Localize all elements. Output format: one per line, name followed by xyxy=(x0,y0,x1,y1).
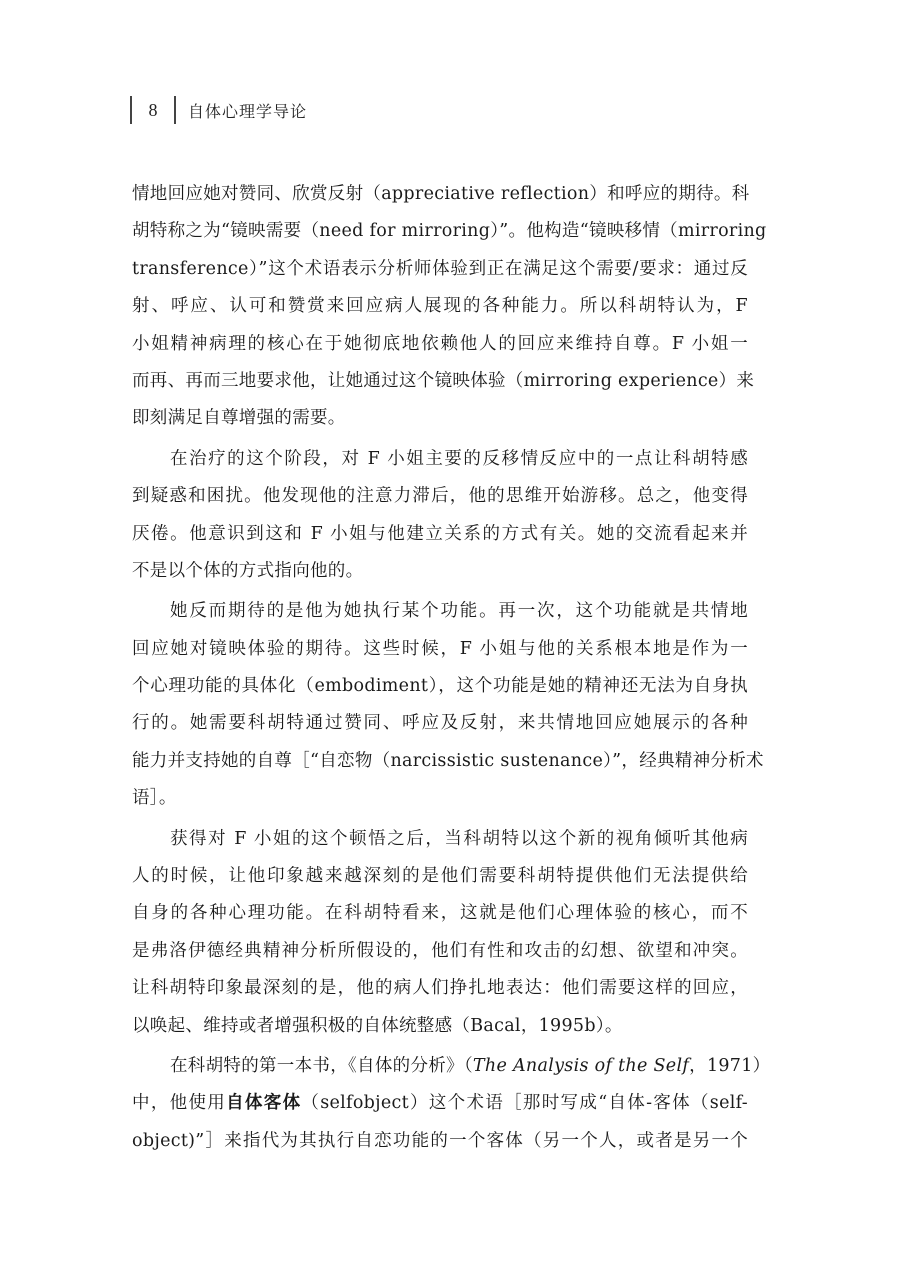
text-line: 在治疗的这个阶段，对 F 小姐主要的反移情反应中的一点让科胡特感 xyxy=(170,448,748,469)
text-line: 即刻满足自尊增强的需要。 xyxy=(132,408,346,429)
text-line: 回应她对镜映体验的期待。这些时候，F 小姐与他的关系根本地是作为一 xyxy=(132,638,748,659)
text-line: 行的。她需要科胡特通过赞同、呼应及反射，来共情地回应她展示的各种 xyxy=(132,713,748,734)
paragraph-1 xyxy=(132,176,767,438)
text-line: 厌倦。他意识到这和 F 小姐与他建立关系的方式有关。她的交流看起来并 xyxy=(132,523,748,544)
body-text xyxy=(132,176,771,1160)
text-line: 情地回应她对赞同、欣赏反射（appreciative reflection）和呼应的期待。科 xyxy=(132,184,750,204)
text-line: 语］。 xyxy=(132,788,177,809)
text-line: object)”］来指代为其执行自恋功能的一个客体（另一个人，或者是另一个 xyxy=(132,1130,748,1151)
bold-term: 自体客体 xyxy=(226,1093,302,1114)
book-title-italic: The Analysis of the Self xyxy=(472,1055,690,1076)
text-line: 胡特称之为“镜映需要（need for mirroring）”。他构造“镜映移情（mirroring xyxy=(132,221,767,242)
text-line: 能力并支持她的自尊［“自恋物（narcissistic sustenance）”，经典精神分析术 xyxy=(132,750,764,771)
running-header xyxy=(130,96,307,124)
text-line: 到疑惑和困扰。他发现他的注意力滞后，他的思维开始游移。总之，他变得 xyxy=(132,486,748,507)
text-line: transference）”这个术语表示分析师体验到正在满足这个需要/要求：通过反 xyxy=(132,258,748,279)
text-line: 自身的各种心理功能。在科胡特看来，这就是他们心理体验的核心，而不 xyxy=(132,903,748,924)
page-number: 8 xyxy=(130,96,176,124)
text-line xyxy=(132,1085,748,1122)
text-line: 人的时候，让他印象越来越深刻的是他们需要科胡特提供他们无法提供给 xyxy=(132,866,748,887)
text-line: 获得对 F 小姐的这个顿悟之后，当科胡特以这个新的视角倾听其他病 xyxy=(170,828,748,849)
text-run: ，1971） xyxy=(689,1055,771,1076)
text-run: （selfobject）这个术语［那时写成“自体-客体（self- xyxy=(301,1093,748,1114)
text-line: 小姐精神病理的核心在于她彻底地依赖他人的回应来维持自尊。F 小姐一 xyxy=(132,333,748,354)
paragraph-2 xyxy=(132,441,748,591)
text-line: 不是以个体的方式指向他的。 xyxy=(132,560,364,581)
paragraph-4 xyxy=(132,821,748,1045)
paragraph-5 xyxy=(132,1048,771,1160)
text-line: 让科胡特印象最深刻的是，他的病人们挣扎地表达：他们需要这样的回应， xyxy=(132,978,748,999)
text-line: 个心理功能的具体化（embodiment），这个功能是她的精神还无法为自身执 xyxy=(132,676,748,697)
text-line: 而再、再而三地要求他，让她通过这个镜映体验（mirroring experience）来 xyxy=(132,370,755,391)
text-line: 射、呼应、认可和赞赏来回应病人展现的各种能力。所以科胡特认为，F xyxy=(132,296,748,317)
paragraph-3 xyxy=(132,593,764,817)
text-line: 是弗洛伊德经典精神分析所假设的，他们有性和攻击的幻想、欲望和冲突。 xyxy=(132,940,748,961)
text-line: 她反而期待的是他为她执行某个功能。再一次，这个功能就是共情地 xyxy=(170,601,748,622)
text-run: 中，他使用 xyxy=(132,1093,227,1114)
book-title: 自体心理学导论 xyxy=(188,101,308,121)
text-run: 在科胡特的第一本书，《自体的分析》（ xyxy=(170,1055,473,1076)
text-line xyxy=(132,1048,771,1085)
text-line: 以唤起、维持或者增强积极的自体统整感（Bacal，1995b）。 xyxy=(132,1015,623,1036)
